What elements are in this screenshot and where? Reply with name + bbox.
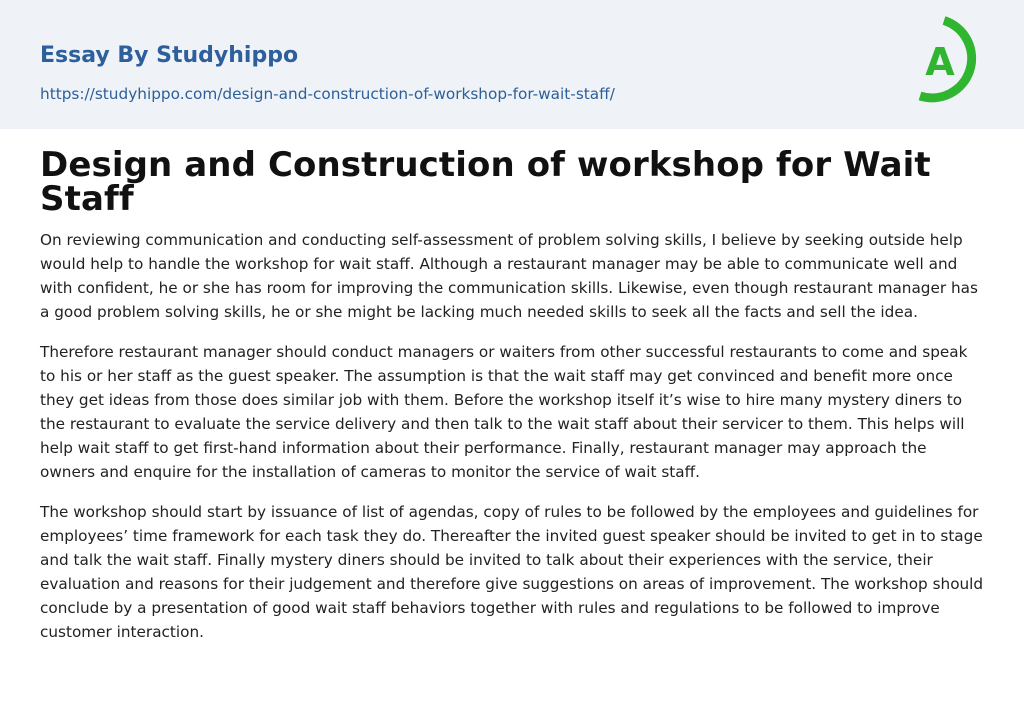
- paragraph: On reviewing communication and conducting self-assessment of problem solving skills, I believe by seeking outside help would help to handle the workshop for wait staff. Although a restaurant manager may be able to communicate well and with confident, he or she has room for improving the communication skills. Likewise, even though restaurant manager has a good problem solving skills, he or she might be lacking much needed skills to seek all the facts and sell the idea.: [40, 231, 978, 321]
- article-body: [40, 228, 984, 644]
- logo-letter: A: [925, 40, 955, 84]
- page-url-link[interactable]: https://studyhippo.com/design-and-construction-of-workshop-for-wait-staff/: [40, 85, 615, 103]
- article-title: Design and Construction of workshop for Wait Staff: [40, 145, 931, 219]
- paragraph: Therefore restaurant manager should conduct managers or waiters from other successful restaurants to come and speak to his or her staff as the guest speaker. The assumption is that the wait staff may get convinced and benefit more once they get ideas from those does similar job with them. Before the workshop itself it’s wise to hire many mystery diners to the restaurant to evaluate the service delivery and then talk to the wait staff about their servicer to them. This helps will help wait staff to get first-hand information about their performance. Finally, restaurant manager may approach the owners and enquire for the installation of cameras to monitor the service of wait staff.: [40, 343, 968, 481]
- site-brand[interactable]: Essay By Studyhippo: [40, 43, 299, 68]
- paragraph: The workshop should start by issuance of list of agendas, copy of rules to be followed by the employees and guidelines for employees’ time framework for each task they do. Thereafter the invited guest speaker should be invited to get in to stage and talk the wait staff. Finally mystery diners should be invited to talk about their experiences with the service, their evaluation and reasons for their judgement and therefore give suggestions on areas of improvement. The workshop should conclude by a presentation of good wait staff behaviors together with rules and regulations to be followed to improve customer interaction.: [40, 503, 984, 641]
